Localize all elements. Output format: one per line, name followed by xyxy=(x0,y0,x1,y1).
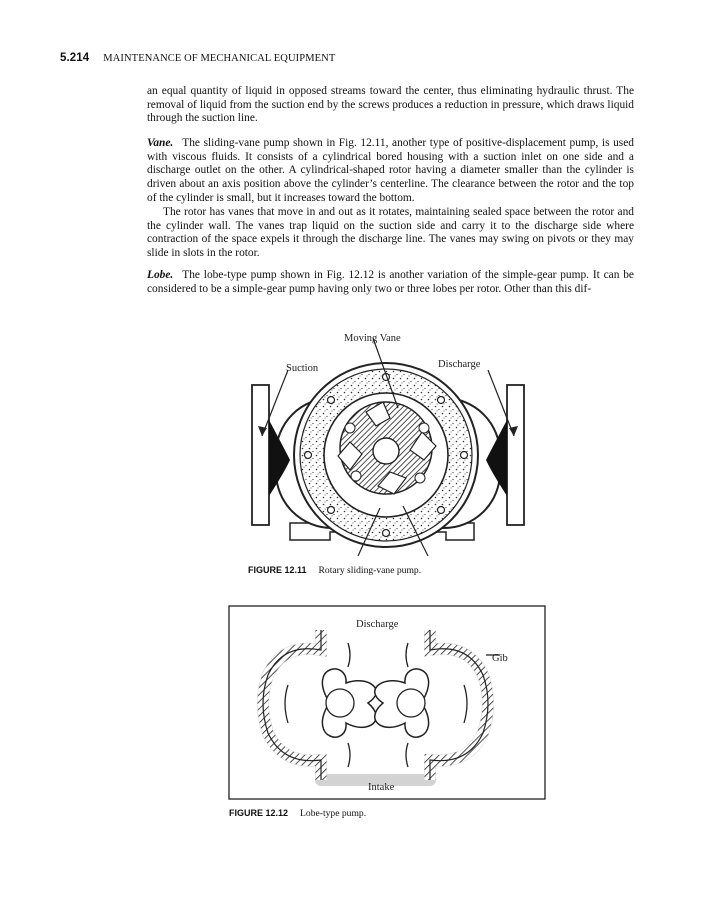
page-number: 5.214 xyxy=(60,52,90,64)
figure-sliding-vane-pump xyxy=(238,328,538,560)
paragraph-vane-rotor xyxy=(147,206,634,261)
left-shaft xyxy=(326,689,354,717)
label-gib: Gib xyxy=(492,653,508,664)
right-shaft xyxy=(397,689,425,717)
label-moving-vane: Moving Vane xyxy=(344,333,401,344)
label-discharge: Discharge xyxy=(438,359,481,370)
figure-caption-text: Lobe-type pump. xyxy=(300,808,367,819)
label-suction: Suction xyxy=(286,363,319,374)
figure-number: FIGURE 12.11 xyxy=(248,565,307,575)
figure-number: FIGURE 12.12 xyxy=(229,808,289,818)
figure-lobe-pump xyxy=(228,605,548,803)
paragraph-vane xyxy=(147,137,634,206)
label-discharge: Discharge xyxy=(356,619,399,630)
paragraph-text: The rotor has vanes that move in and out as it rotates, maintaining sealed space between the rotor and the cylinder wall. The vanes trap liquid on the suction side and carry it to the discharge side where contraction of the space expels it through the discharge line. The vanes may swing on pivots or they may slide in slots in the rotor. xyxy=(147,206,634,260)
suction-flange xyxy=(252,385,269,525)
discharge-flange xyxy=(507,385,524,525)
label-intake: Intake xyxy=(368,782,395,793)
section-heading-lobe: Lobe. xyxy=(147,269,174,281)
figure-caption-12-12 xyxy=(229,808,366,819)
running-title: MAINTENANCE OF MECHANICAL EQUIPMENT xyxy=(103,53,336,64)
paragraph-text: The sliding-vane pump shown in Fig. 12.11, another type of positive-displacement pump, is used with viscous fluids. It consists of a cylindrical bored housing with a suction inlet on one side and a discharge outlet on the other. A cylindrical-shaped rotor having a diameter smaller than the cylinder is driven about an axis position above the cylinder’s centerline. The clearance between the rotor and the top of the cylinder is small, but it increases toward the bottom. xyxy=(147,137,634,204)
figure-caption-text: Rotary sliding-vane pump. xyxy=(318,565,422,576)
paragraph-lobe xyxy=(147,269,634,296)
rotor-shaft xyxy=(373,438,399,464)
section-heading-vane: Vane. xyxy=(147,137,174,149)
figure-caption-12-11 xyxy=(248,565,421,576)
running-header xyxy=(60,52,335,64)
paragraph-text: an equal quantity of liquid in opposed streams toward the center, thus eliminating hydraulic thrust. The removal of liquid from the suction end by the screws produces a reduction in pressure, which draws liquid through the suction line. xyxy=(147,85,634,125)
paragraph-continuation xyxy=(147,85,634,126)
paragraph-text: The lobe-type pump shown in Fig. 12.12 is another variation of the simple-gear pump. It can be considered to be a simple-gear pump having only two or three lobes per rotor. Other than this dif- xyxy=(147,269,634,295)
